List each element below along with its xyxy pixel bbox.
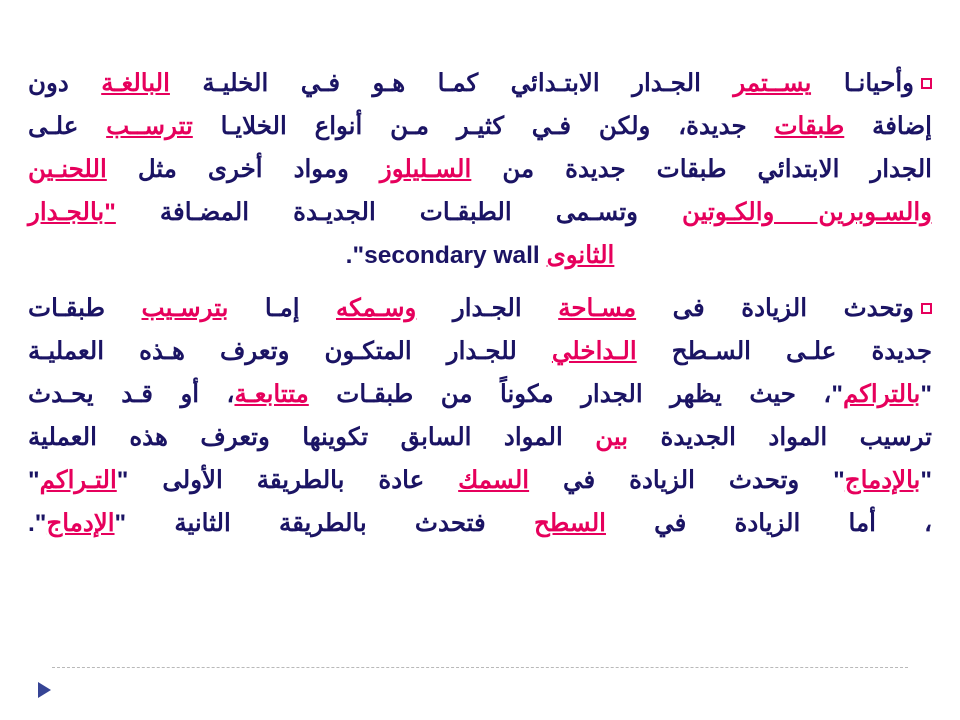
text-line xyxy=(28,459,932,502)
highlighted-term: الثانوى xyxy=(546,242,615,269)
highlighted-term: متتابعـة xyxy=(234,381,309,408)
highlighted-term: وسـمكه xyxy=(336,295,417,322)
paragraph-2-text xyxy=(28,295,932,545)
body-text: للجـدار المتكـون وتعرف هـذه العمليـة xyxy=(28,338,552,365)
highlighted-term: البالغـة xyxy=(101,70,170,97)
text-line xyxy=(28,148,932,191)
body-text: ، أو قـد يحـدث xyxy=(28,381,235,408)
body-text: وتسـمى الطبقـات الجديـدة المضـافة xyxy=(115,199,683,226)
body-text: طبقـات xyxy=(28,295,142,322)
text-line xyxy=(28,330,932,373)
highlighted-term: بالإدماج xyxy=(844,467,921,494)
body-text: ". xyxy=(28,510,47,537)
body-text: ترسيب المواد الجديدة xyxy=(628,424,932,451)
body-text: ومواد أخرى مثل xyxy=(106,156,380,183)
body-text: " xyxy=(28,467,40,494)
highlighted-term: بين xyxy=(595,424,629,451)
bullet-paragraph-2 xyxy=(28,287,932,545)
body-text: جديدة علـى السـطح xyxy=(636,338,932,365)
body-text: المواد السابق تكوينها وتعرف هذه العملية xyxy=(28,424,596,451)
body-text: فتحدث بالطريقة الثانية " xyxy=(114,510,534,537)
body-text: إمـا xyxy=(228,295,337,322)
body-text: الجدار الابتدائي طبقات جديدة من xyxy=(471,156,932,183)
body-text: عادة بالطريقة الأولى " xyxy=(116,467,459,494)
next-slide-arrow-icon[interactable] xyxy=(38,682,51,698)
text-line xyxy=(28,373,932,416)
highlighted-term: والسـوبرين والكـوتين xyxy=(682,199,932,226)
highlighted-term: "بالجـدار xyxy=(28,199,116,226)
highlighted-term: اللحنـين xyxy=(28,156,107,183)
highlighted-term: السـليلوز xyxy=(379,156,472,183)
highlighted-term: بالتراكم xyxy=(842,381,921,408)
highlighted-term: بترسـيب xyxy=(141,295,229,322)
highlighted-term: الإدماج xyxy=(46,510,115,537)
text-line xyxy=(28,191,932,234)
body-text: وأحيانـا xyxy=(811,70,914,97)
text-line xyxy=(28,295,914,322)
body-text: الجـدار xyxy=(416,295,559,322)
bullet-marker-icon xyxy=(921,78,932,89)
body-text: " xyxy=(920,381,932,408)
body-text: "، حيث يظهر الجدار مكوناً من طبقـات xyxy=(308,381,843,408)
text-line xyxy=(28,234,932,277)
highlighted-term: مسـاحة xyxy=(558,295,637,322)
body-text: الجـدار الابتـدائي كمـا هـو فـي الخليـة xyxy=(169,70,734,97)
highlighted-term: السمك xyxy=(458,467,530,494)
slide-content xyxy=(28,62,932,555)
highlighted-term: طبقات xyxy=(774,113,845,140)
paragraph-1-text xyxy=(28,70,932,277)
text-line xyxy=(28,502,932,545)
text-line xyxy=(28,105,932,148)
body-text: ". xyxy=(345,242,365,269)
body-text: إضافة xyxy=(844,113,932,140)
body-text: علـى xyxy=(28,113,107,140)
body-text: " xyxy=(920,467,932,494)
highlighted-term: التـراكم xyxy=(39,467,117,494)
body-text: وتحدث الزيادة فى xyxy=(636,295,914,322)
highlighted-term: السطح xyxy=(533,510,606,537)
body-text: " وتحدث الزيادة في xyxy=(529,467,845,494)
footer-divider xyxy=(52,667,908,668)
body-text: ، أما الزيادة في xyxy=(605,510,932,537)
body-text: جديدة، ولكن فـي كثيـر مـن أنواع الخلايـا xyxy=(192,113,775,140)
text-line xyxy=(28,70,914,97)
text-line xyxy=(28,416,932,459)
body-text xyxy=(540,242,547,269)
bullet-paragraph-1 xyxy=(28,62,932,277)
highlighted-term: الـداخلي xyxy=(551,338,637,365)
body-text: دون xyxy=(28,70,102,97)
latin-term: secondary wall xyxy=(364,242,540,269)
bullet-marker-icon xyxy=(921,303,932,314)
highlighted-term: يســتمر xyxy=(733,70,812,97)
highlighted-term: تترســب xyxy=(106,113,193,140)
